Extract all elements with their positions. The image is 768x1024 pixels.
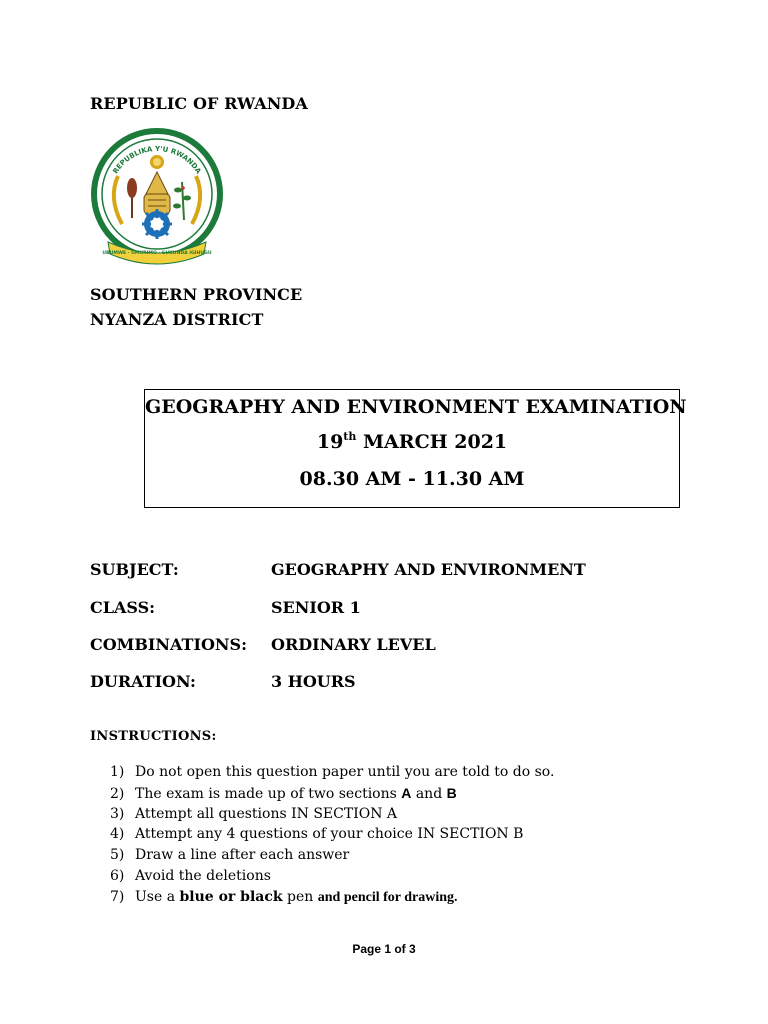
class-label: CLASS: <box>90 598 156 617</box>
duration-label: DURATION: <box>90 672 196 691</box>
subject-label: SUBJECT: <box>90 560 179 579</box>
instructions-heading: INSTRUCTIONS: <box>90 729 217 744</box>
exam-title: GEOGRAPHY AND ENVIRONMENT EXAMINATION <box>145 396 687 418</box>
country-heading: REPUBLIC OF RWANDA <box>90 94 308 113</box>
instruction-item: 5) Draw a line after each answer <box>110 847 350 864</box>
seal-top-text: REPUBLIKA Y'U RWANDA <box>111 144 203 176</box>
instructions-list <box>110 762 554 908</box>
coat-of-arms-seal <box>88 128 226 270</box>
exam-time: 08.30 AM - 11.30 AM <box>299 468 525 490</box>
instruction-item: 1) Do not open this question paper until you are told to do so. <box>110 764 555 780</box>
instruction-item: 3) Attempt all questions IN SECTION A <box>110 805 398 822</box>
class-value: SENIOR 1 <box>271 598 361 617</box>
exam-date: 19th MARCH 2021 <box>316 430 508 453</box>
instruction-item: 7) Use a blue or black pen and pencil for drawing. <box>110 888 458 905</box>
instruction-item: 2) The exam is made up of two sections A and B <box>110 784 457 802</box>
subject-value: GEOGRAPHY AND ENVIRONMENT <box>271 560 586 579</box>
duration-value: 3 HOURS <box>271 672 356 691</box>
instruction-item: 6) Avoid the deletions <box>110 867 271 884</box>
combinations-value: ORDINARY LEVEL <box>271 635 436 654</box>
district-heading: NYANZA DISTRICT <box>90 310 264 329</box>
instruction-item: 4) Attempt any 4 questions of your choice IN SECTION B <box>110 826 524 843</box>
exam-info-box <box>144 389 687 508</box>
combinations-label: COMBINATIONS: <box>90 635 247 654</box>
seal-motto: UBUMWE · UMURIMO · GUKUNDA IGIHUGU <box>102 251 212 256</box>
province-heading: SOUTHERN PROVINCE <box>90 285 303 304</box>
page-number: Page 1 of 3 <box>352 942 416 956</box>
